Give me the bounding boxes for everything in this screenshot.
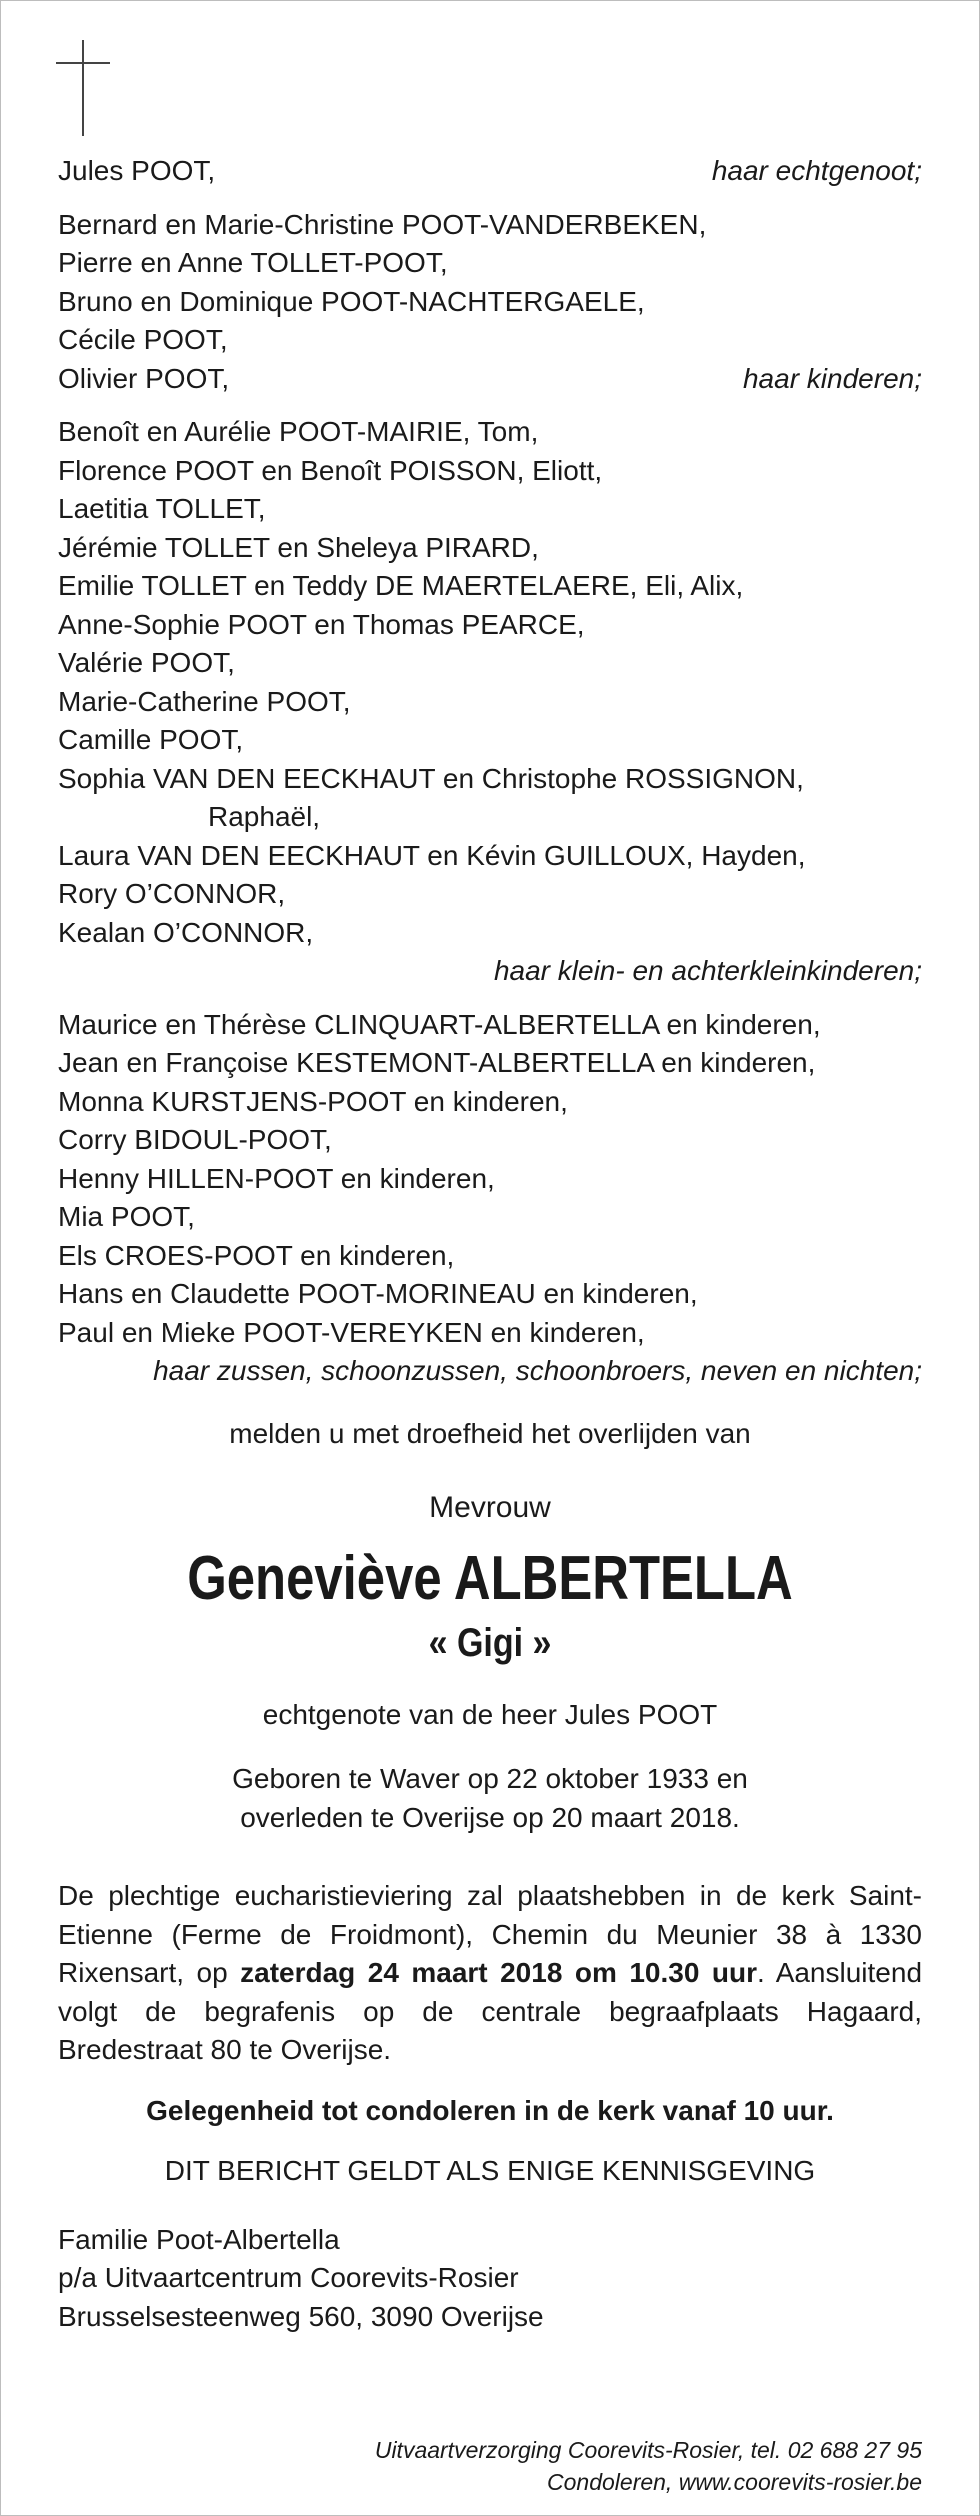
siblings-group [58, 1006, 922, 1391]
grandchild-name: Rory O’CONNOR, [58, 878, 286, 909]
grandchild-name: Raphaël, [208, 801, 321, 832]
grandchild-name: Marie-Catherine POOT, [58, 685, 351, 717]
address-line: Brusselsesteenweg 560, 3090 Overijse [58, 2300, 544, 2332]
ceremony-part1: De plechtige eucharistieviering zal plaatshebben in de kerk Saint-Etienne (Ferme de Froidmont), Chemin du Meunier 38 à 1330 Rixensart, op [58, 1880, 922, 1988]
announcement: melden u met droefheid het overlijden van [229, 1417, 751, 1449]
deceased-name: Geneviève ALBERTELLA [187, 1543, 793, 1613]
grandchild-name: Florence POOT en Benoît POISSON, Eliott, [58, 454, 603, 486]
child-name: Pierre en Anne TOLLET-POOT, [58, 247, 448, 278]
ceremony-text [58, 1877, 922, 2070]
grandchildren-group [58, 413, 922, 991]
grandchild-name: Anne-Sophie POOT en Thomas PEARCE, [58, 608, 585, 640]
grandchild-name: Emilie TOLLET en Teddy DE MAERTELAERE, Eli, Alix, [58, 570, 744, 601]
born-line: Geboren te Waver op 22 oktober 1933 en [232, 1763, 748, 1794]
funeral-home-info [375, 2434, 922, 2498]
condolences-note: Gelegenheid tot condoleren in de kerk vanaf 10 uur. [146, 2094, 834, 2126]
address-line: p/a Uitvaartcentrum Coorevits-Rosier [58, 2262, 519, 2293]
grandchild-name: Laetitia TOLLET, [58, 493, 266, 524]
deceased-spouse-line: echtgenote van de heer Jules POOT [262, 1698, 718, 1730]
funeral-home-website: Condoleren, www.coorevits-rosier.be [547, 2469, 922, 2495]
sibling-name: Corry BIDOUL-POOT, [58, 1124, 332, 1155]
sibling-name: Els CROES-POOT en kinderen, [58, 1239, 455, 1271]
sibling-name: Henny HILLEN-POOT en kinderen, [58, 1162, 495, 1194]
child-name: Olivier POOT, [58, 362, 230, 394]
notice-line: DIT BERICHT GELDT ALS ENIGE KENNISGEVING [164, 2155, 816, 2186]
spouse-role: haar echtgenoot; [711, 155, 922, 186]
obituary-body [58, 152, 922, 2336]
cross-icon [56, 40, 110, 136]
grandchild-name: Valérie POOT, [58, 647, 235, 678]
address-line: Familie Poot-Albertella [58, 2223, 340, 2255]
grandchild-name: Jérémie TOLLET en Sheleya PIRARD, [58, 531, 539, 563]
sibling-name: Mia POOT, [58, 1201, 195, 1232]
sibling-name: Monna KURSTJENS-POOT en kinderen, [58, 1085, 568, 1117]
grandchild-name: Laura VAN DEN EECKHAUT en Kévin GUILLOUX, Hayden, [58, 839, 806, 871]
ceremony-part2: . Aansluitend volgt de begrafenis op de centrale begraafplaats Hagaard, Bredestraat 80 te Overijse. [58, 1957, 923, 2065]
child-name: Bernard en Marie-Christine POOT-VANDERBEKEN, [58, 208, 707, 240]
sibling-name: Hans en Claudette POOT-MORINEAU en kinderen, [58, 1278, 698, 1309]
deceased-title: Mevrouw [429, 1491, 551, 1524]
child-name: Bruno en Dominique POOT-NACHTERGAELE, [58, 285, 645, 317]
grandchild-name: Benoît en Aurélie POOT-MAIRIE, Tom, [58, 416, 539, 447]
died-line: overleden te Overijse op 20 maart 2018. [240, 1801, 740, 1833]
ceremony-date: zaterdag 24 maart 2018 om 10.30 uur [240, 1957, 757, 1988]
birth-death-block [58, 1760, 922, 1837]
grandchild-name: Camille POOT, [58, 724, 244, 755]
funeral-home-line: Uitvaartverzorging Coorevits-Rosier, tel. 02 688 27 95 [374, 2437, 922, 2463]
sibling-name: Jean en Françoise KESTEMONT-ALBERTELLA en kinderen, [58, 1047, 816, 1078]
grandchild-name: Kealan O’CONNOR, [58, 916, 314, 948]
deceased-nickname: « Gigi » [428, 1620, 552, 1665]
children-role: haar kinderen; [742, 362, 922, 394]
sibling-name: Paul en Mieke POOT-VEREYKEN en kinderen, [58, 1316, 645, 1348]
siblings-role: haar zussen, schoonzussen, schoonbroers, neven en nichten; [153, 1355, 922, 1386]
sibling-name: Maurice en Thérèse CLINQUART-ALBERTELLA en kinderen, [58, 1008, 821, 1040]
spouse-group [58, 152, 922, 191]
grandchildren-role: haar klein- en achterkleinkinderen; [493, 955, 922, 986]
spouse-name: Jules POOT, [58, 155, 216, 186]
children-group [58, 206, 922, 399]
family-address [58, 2221, 922, 2337]
child-name: Cécile POOT, [58, 324, 228, 355]
grandchild-name: Sophia VAN DEN EECKHAUT en Christophe ROSSIGNON, [58, 762, 804, 794]
